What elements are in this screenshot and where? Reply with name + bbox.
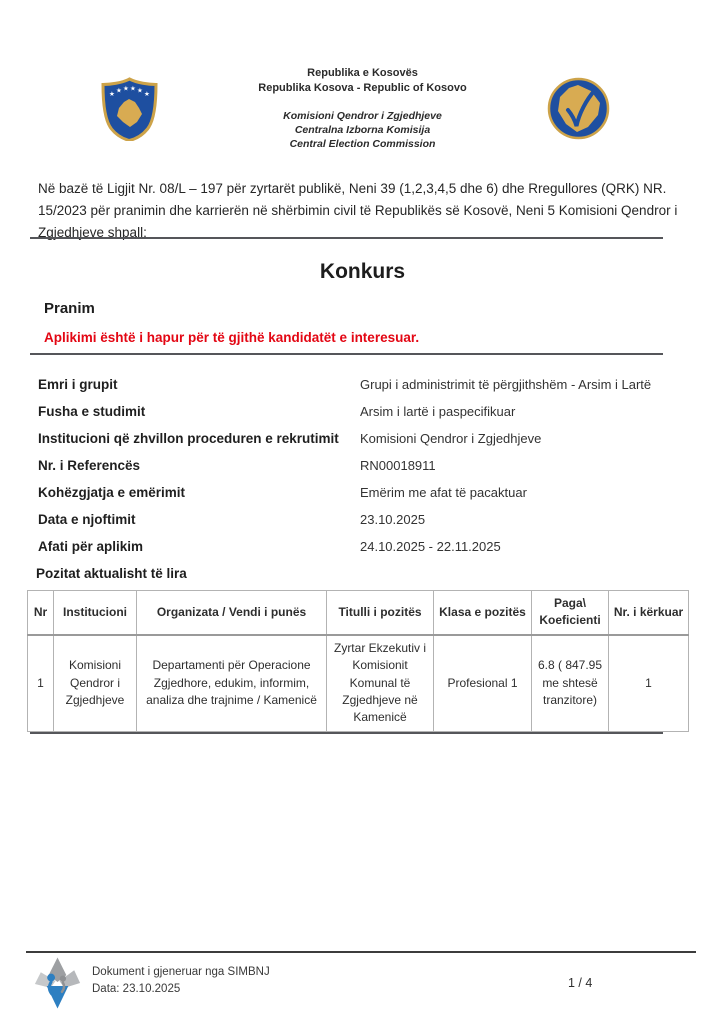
svg-text:★: ★	[130, 85, 136, 93]
generation-date-label: Data: 23.10.2025	[92, 982, 181, 995]
header-titles	[0, 66, 725, 151]
cell-number-requested: 1	[609, 635, 689, 731]
col-header-salary-coefficient: Paga\ Koeficienti	[532, 591, 609, 635]
field-study-area: Fusha e studimit Arsim i lartë i paspecifikuar	[38, 404, 516, 419]
cell-salary-coefficient: 6.8 ( 847.95 me shtesë tranzitore)	[532, 635, 609, 731]
col-header-organization: Organizata / Vendi i punës	[137, 591, 327, 635]
col-header-institution: Institucioni	[54, 591, 137, 635]
cell-nr: 1	[28, 635, 54, 731]
table-row	[28, 635, 689, 731]
svg-text:★: ★	[137, 87, 143, 95]
cell-institution: Komisioni Qendror i Zgjedhjeve	[54, 635, 137, 731]
field-appointment-duration: Kohëzgjatja e emërimit Emërim me afat të pacaktuar	[38, 485, 527, 500]
separator-line	[30, 353, 663, 355]
section-heading: Pranim	[44, 300, 95, 317]
cell-position-class: Profesional 1	[434, 635, 532, 731]
svg-text:★: ★	[144, 91, 150, 98]
cell-organization: Departamenti për Operacione Zgjedhore, edukim, informim, analiza dhe trajnime / Kamenicë	[137, 635, 327, 731]
vacancy-details	[38, 371, 693, 560]
separator-line	[30, 237, 663, 239]
field-application-deadline: Afati për aplikim 24.10.2025 - 22.11.2025	[38, 539, 501, 554]
field-institution: Institucioni që zhvillon proceduren e rekrutimit Komisioni Qendror i Zgjedhjeve	[38, 431, 542, 446]
footer-separator-line	[26, 951, 696, 953]
simbnj-logo-icon	[30, 957, 85, 1009]
commission-title-sq: Komisioni Qendror i Zgjedhjeve	[283, 109, 442, 122]
page-title: Konkurs	[319, 260, 406, 283]
republic-title-sq: Republika e Kosovës	[307, 67, 418, 79]
election-commission-logo-icon	[547, 77, 610, 140]
field-reference-number: Nr. i Referencës RN00018911	[38, 458, 436, 473]
positions-table	[27, 590, 689, 732]
cell-position-title: Zyrtar Ekzekutiv i Komisionit Komunal të Zgjedhjeve në Kamenicë	[327, 635, 434, 731]
footer-text	[92, 964, 270, 997]
generated-by-label: Dokument i gjeneruar nga SIMBNJ	[92, 966, 270, 978]
col-header-position-class: Klasa e pozitës	[434, 591, 532, 635]
col-header-position-title: Titulli i pozitës	[327, 591, 434, 635]
application-open-notice: Aplikimi është i hapur për të gjithë kandidatët e interesuar.	[44, 330, 420, 345]
svg-text:★: ★	[109, 91, 115, 98]
field-announcement-date: Data e njoftimit 23.10.2025	[38, 512, 426, 527]
col-header-nr: Nr	[28, 591, 54, 635]
col-header-number-requested: Nr. i kërkuar	[609, 591, 689, 635]
page-number: 1 / 4	[568, 976, 593, 990]
field-group-name: Emri i grupit Grupi i administrimit të përgjithshëm - Arsim i Lartë	[38, 377, 652, 392]
svg-text:★: ★	[123, 85, 129, 93]
commission-title-sr: Centralna Izborna Komisija	[294, 123, 431, 136]
table-header-row	[28, 591, 689, 635]
open-positions-heading: Pozitat aktualisht të lira	[36, 566, 187, 581]
separator-line	[30, 732, 663, 734]
republic-title-en: Republika Kosova - Republic of Kosovo	[258, 81, 467, 94]
legal-basis-paragraph: Në bazë të Ligjit Nr. 08/L – 197 për zyrtarët publikë, Neni 39 (1,2,3,4,5 dhe 6) dhe Rregullores (QRK) NR. 15/2023 për pranimin dhe karrierën në shërbimin civil të Republikës së Kosovë, Neni 5 Komisioni Qendror i Zgjedhjeve shpall:	[38, 181, 678, 240]
svg-text:★: ★	[116, 87, 122, 95]
commission-title-en: Central Election Commission	[289, 138, 436, 151]
